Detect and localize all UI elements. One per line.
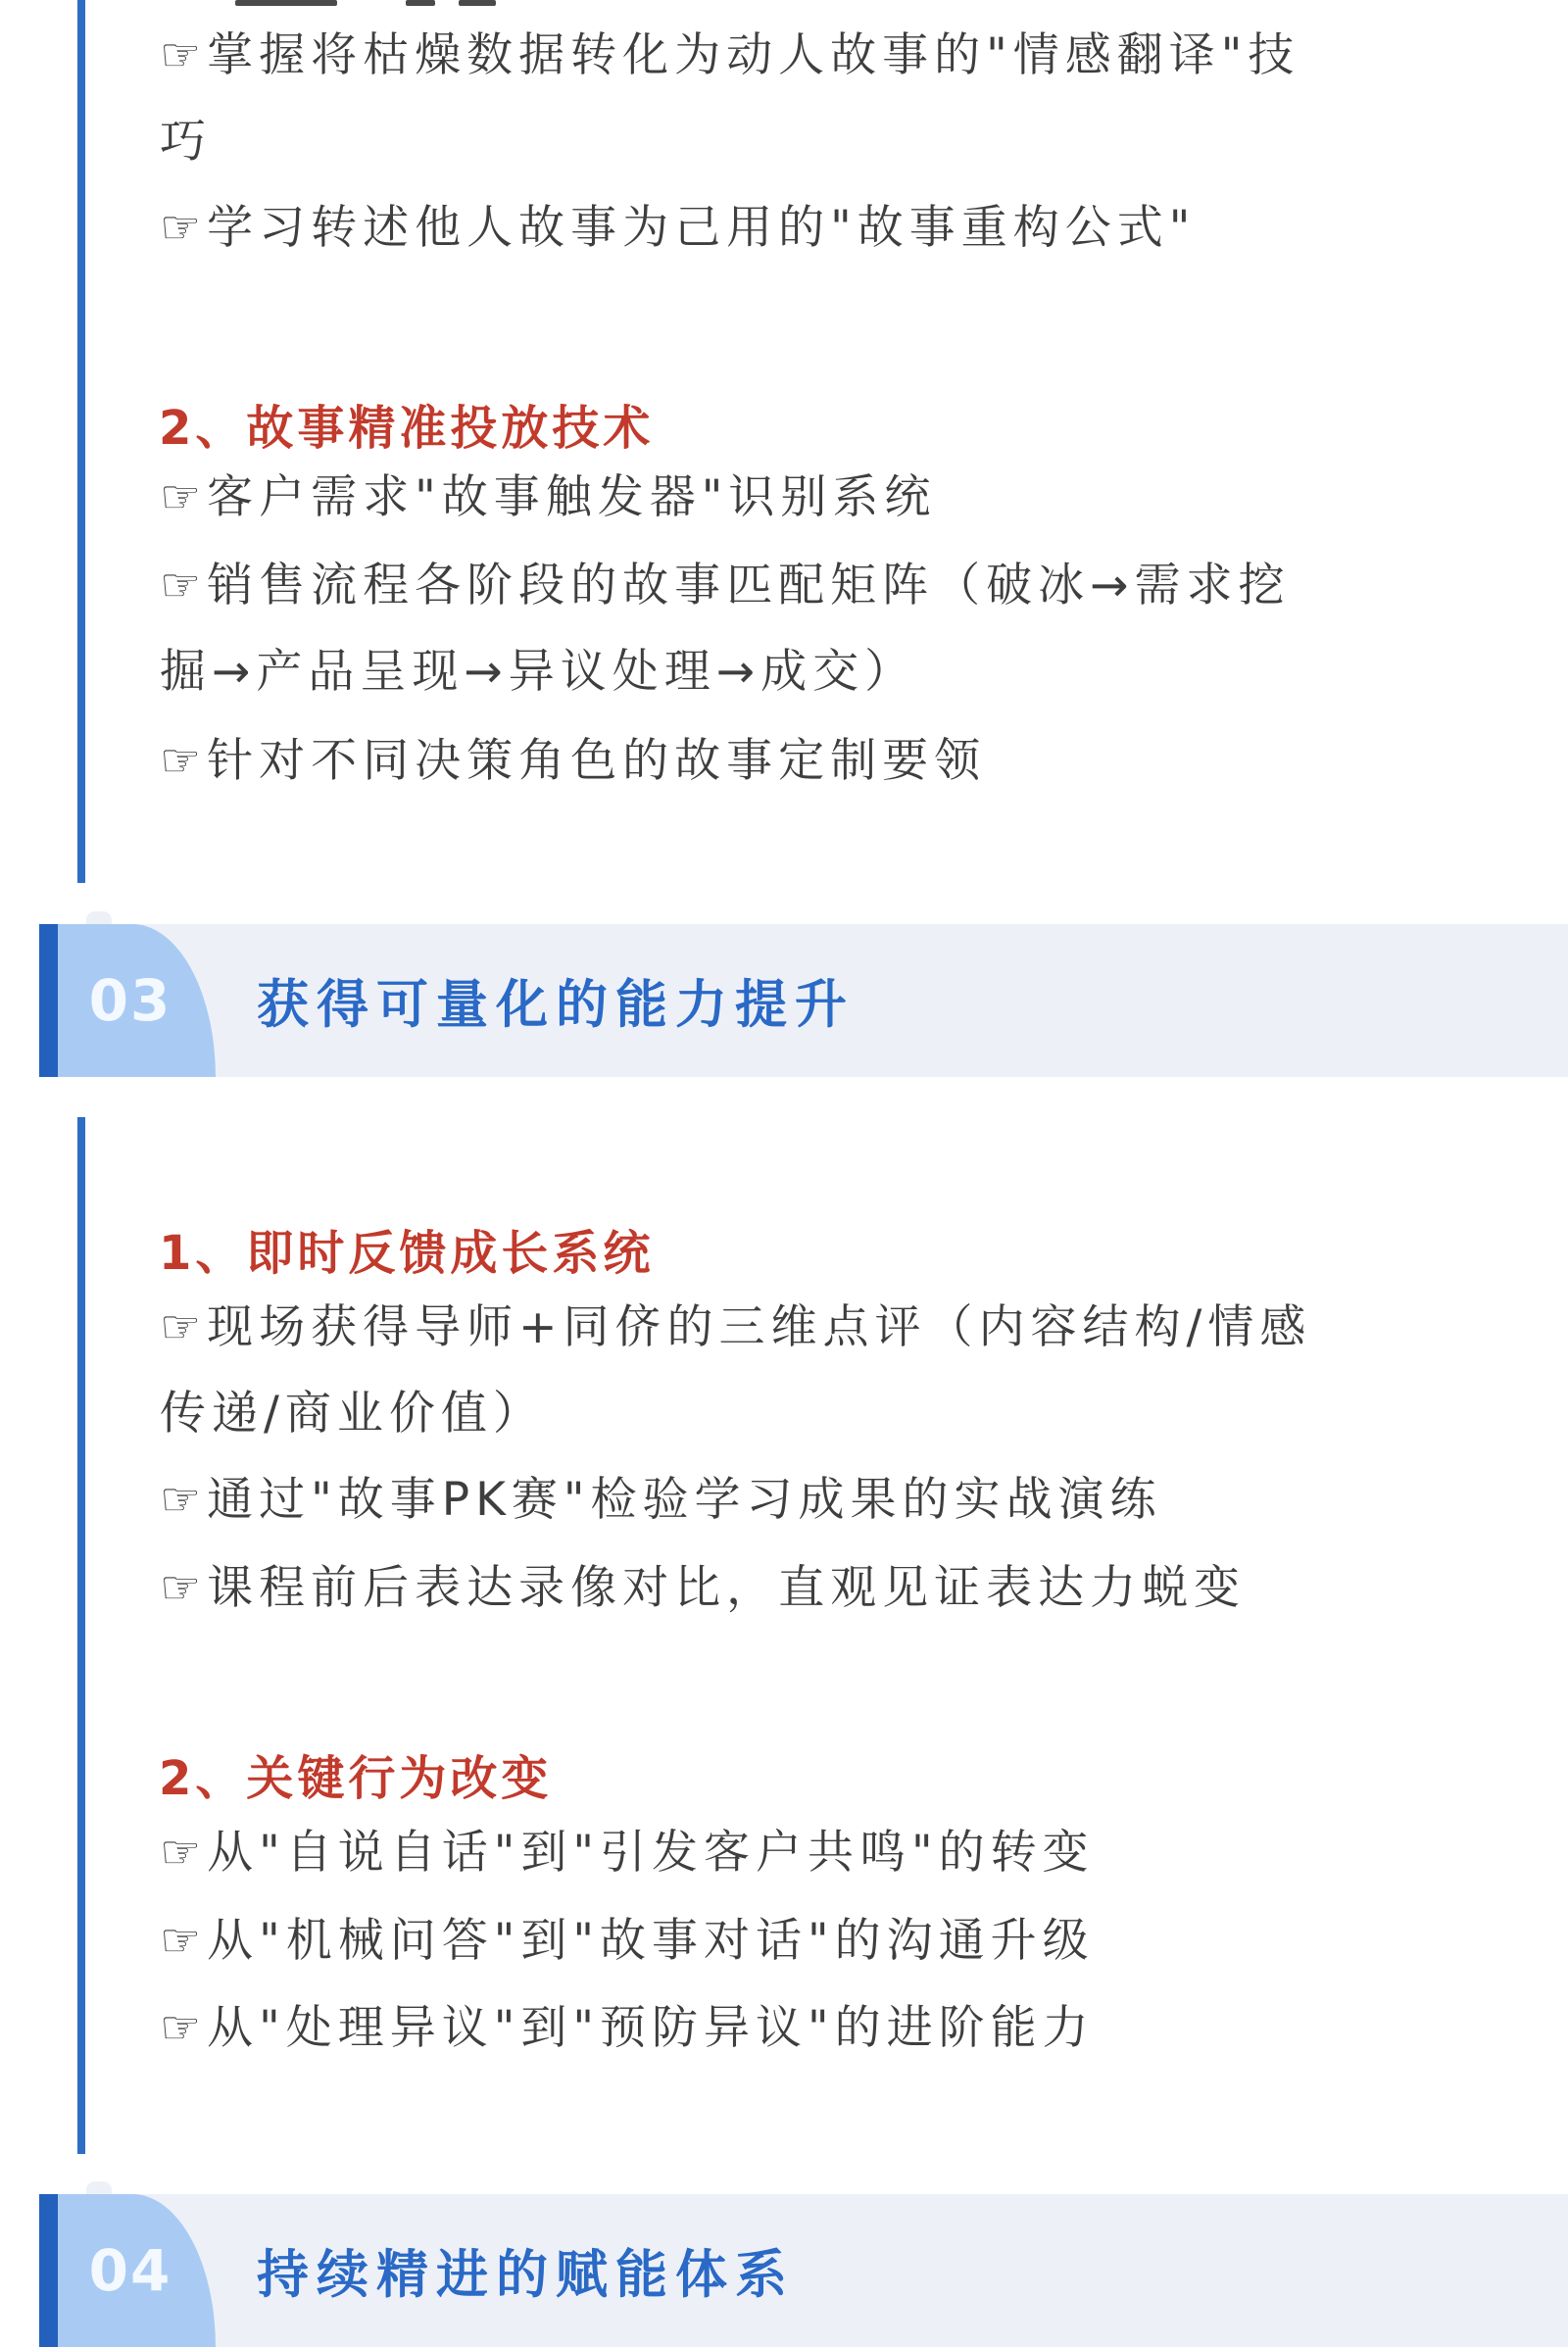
section-title: 获得可量化的能力提升 (257, 975, 855, 1035)
banner-accent-bar (39, 2194, 58, 2347)
section-banner-03 (0, 924, 1568, 1077)
subheading-story-targeting: 2、故事精准投放技术 (159, 401, 655, 456)
bullet-line-video-comparison: ☞课程前后表达录像对比，直观见证表达力蜕变 (160, 1561, 1247, 1615)
banner-accent-bar (39, 924, 58, 1077)
banner-corner-tab (86, 911, 112, 925)
bullet-line-resonance-shift: ☞从"自说自话"到"引发客户共鸣"的转变 (160, 1826, 1095, 1880)
subheading-instant-feedback: 1、即时反馈成长系统 (159, 1226, 655, 1281)
section-banner-04 (0, 2194, 1568, 2347)
bullet-line-three-dimension-review-wrap: 传递/商业价值） (160, 1387, 545, 1441)
clipped-text-fragment (406, 0, 435, 6)
bullet-line-emotion-translation: ☞掌握将枯燥数据转化为动人故事的"情感翻译"技 (160, 28, 1300, 82)
section-title: 持续精进的赋能体系 (257, 2245, 795, 2305)
bullet-line-role-customization: ☞针对不同决策角色的故事定制要领 (160, 734, 987, 788)
bullet-line-dialogue-upgrade: ☞从"机械问答"到"故事对话"的沟通升级 (160, 1914, 1095, 1968)
banner-corner-tab (86, 2181, 112, 2195)
subheading-key-behavior-change: 2、关键行为改变 (159, 1751, 553, 1806)
section-number: 03 (88, 967, 172, 1034)
section-accent-line-block2 (77, 0, 85, 883)
section-number: 04 (88, 2237, 172, 2304)
bullet-line-three-dimension-review: ☞现场获得导师+同侪的三维点评（内容结构/情感 (160, 1300, 1312, 1354)
bullet-line-emotion-translation-wrap: 巧 (160, 115, 212, 169)
section-accent-line-block3 (77, 1117, 85, 2154)
bullet-line-story-reconstruction: ☞学习转述他人故事为己用的"故事重构公式" (160, 201, 1197, 255)
clipped-text-fragment (235, 0, 337, 6)
bullet-line-pk-contest: ☞通过"故事PK赛"检验学习成果的实战演练 (160, 1473, 1162, 1527)
bullet-line-matching-matrix: ☞销售流程各阶段的故事匹配矩阵（破冰→需求挖 (160, 559, 1291, 612)
clipped-text-fragment (459, 0, 496, 6)
bullet-line-trigger-system: ☞客户需求"故事触发器"识别系统 (160, 470, 937, 524)
bullet-line-matching-matrix-wrap: 掘→产品呈现→异议处理→成交） (160, 645, 917, 699)
bullet-line-objection-prevention: ☞从"处理异议"到"预防异议"的进阶能力 (160, 2001, 1095, 2055)
